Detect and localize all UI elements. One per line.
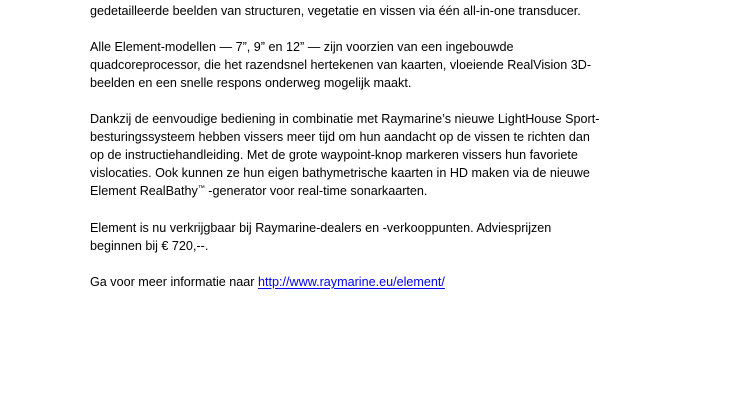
more-info-prefix: Ga voor meer informatie naar bbox=[90, 275, 258, 289]
text-line: beginnen bij € 720,--. bbox=[90, 239, 209, 253]
text-line: beelden en een snelle respons onderweg mogelijk maakt. bbox=[90, 76, 412, 90]
realbathy-prefix: Element RealBathy bbox=[90, 184, 198, 198]
paragraph-transducer bbox=[90, 2, 670, 20]
text-line: op de instructiehandleiding. Met de grote waypoint-knop markeren vissers hun favoriete bbox=[90, 148, 578, 162]
text-line: vislocaties. Ook kunnen ze hun eigen bathymetrische kaarten in HD maken via de nieuwe bbox=[90, 166, 590, 180]
paragraph-availability bbox=[90, 219, 670, 255]
text-line: Alle Element-modellen — 7”, 9” en 12” — zijn voorzien van een ingebouwde bbox=[90, 40, 514, 54]
text-line-more-info bbox=[90, 273, 670, 291]
trademark-symbol: ™ bbox=[197, 185, 205, 192]
text-line: Element is nu verkrijgbaar bij Raymarine-dealers en -verkooppunten. Adviesprijzen bbox=[90, 221, 552, 235]
text-line: gedetailleerde beelden van structuren, vegetatie en vissen via één all-in-one transducer. bbox=[90, 4, 581, 18]
text-line: Dankzij de eenvoudige bediening in combinatie met Raymarine’s nieuwe LightHouse Sport- bbox=[90, 112, 600, 126]
realbathy-suffix: -generator voor real-time sonarkaarten. bbox=[204, 184, 428, 198]
text-line: quadcoreprocessor, die het razendsnel hertekenen van kaarten, vloeiende RealVision 3D- bbox=[90, 58, 592, 72]
text-line-realbathy bbox=[90, 182, 670, 200]
text-line: besturingssysteem hebben vissers meer tijd om hun aandacht op de vissen te richten dan bbox=[90, 130, 590, 144]
paragraph-more-info bbox=[90, 273, 670, 291]
paragraph-models bbox=[90, 38, 670, 92]
raymarine-element-link[interactable]: http://www.raymarine.eu/element/ bbox=[258, 275, 445, 289]
paragraph-lighthouse-sport bbox=[90, 110, 670, 200]
